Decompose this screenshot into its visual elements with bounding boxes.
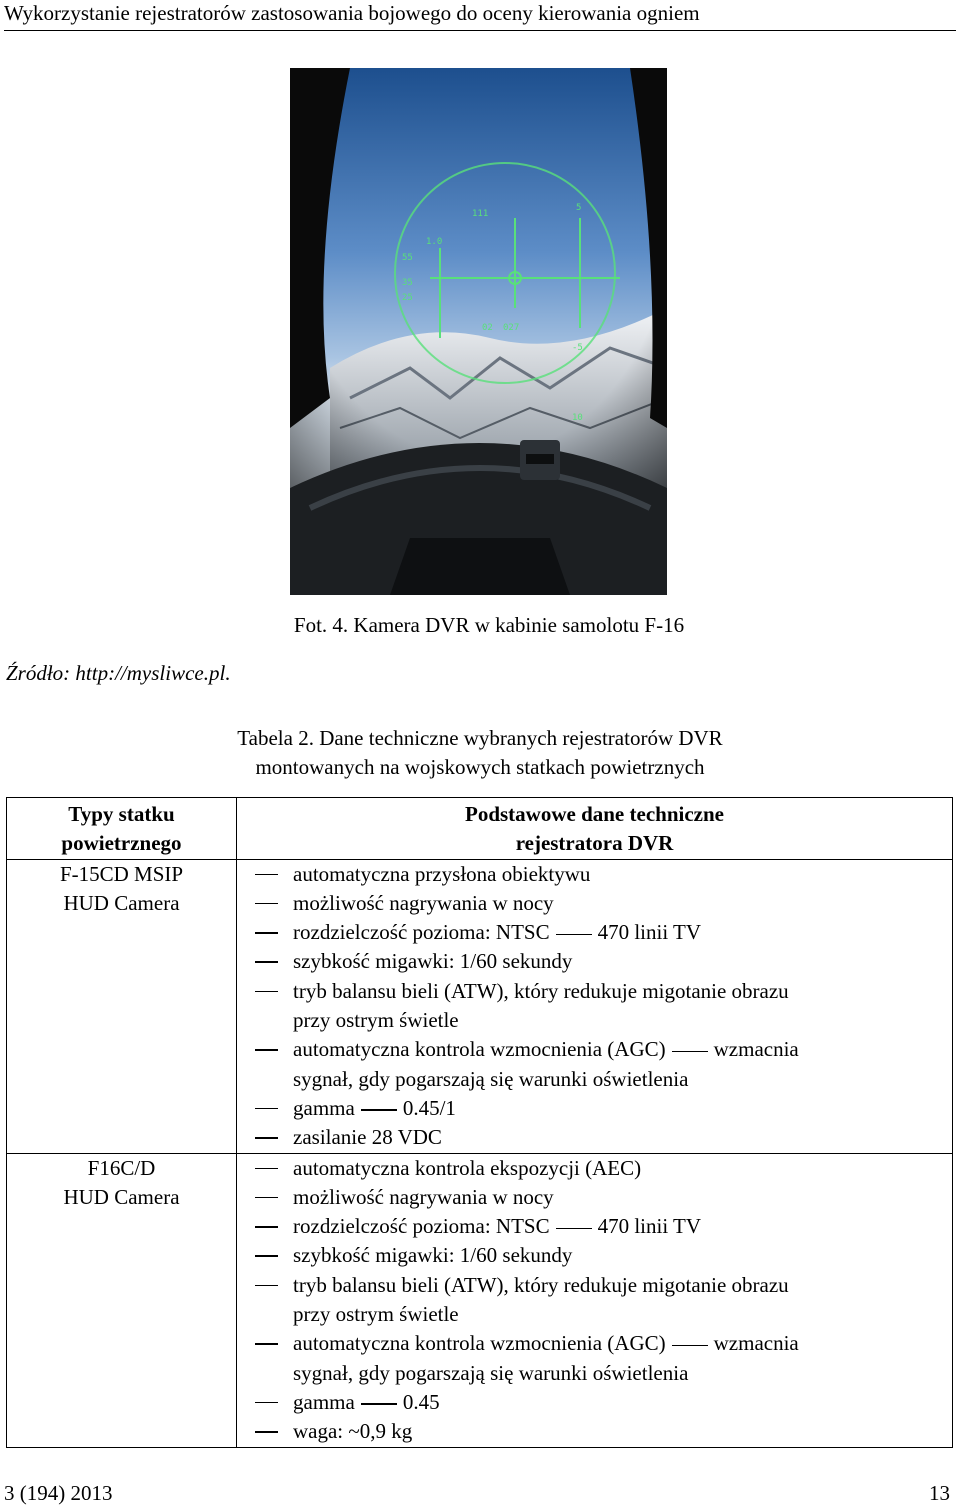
aircraft-type: F-15CD MSIP: [59, 861, 184, 886]
spec-text: gamma: [293, 1389, 355, 1414]
dash: [361, 1403, 397, 1405]
spec-item: [287, 1212, 952, 1241]
camera-type: HUD Camera: [63, 1184, 180, 1209]
spec-text: 0.45/1: [402, 1095, 456, 1120]
spec-item: szybkość migawki: 1/60 sekundy: [287, 947, 952, 976]
spec-item: [287, 1329, 952, 1388]
specs-cell: [237, 1153, 953, 1447]
camera-type: HUD Camera: [63, 890, 180, 915]
spec-item: możliwość nagrywania w nocy: [287, 1183, 952, 1212]
spec-text: tryb balansu bieli (ATW), który redukuje migotanie obrazu: [293, 978, 789, 1003]
spec-text: 470 linii TV: [597, 920, 702, 945]
col-header-aircraft-type: [7, 798, 237, 860]
dash: [672, 1051, 708, 1053]
photo-illustration: [290, 68, 667, 595]
spec-item: [287, 918, 952, 947]
spec-text: automatyczna kontrola wzmocnienia (AGC): [293, 1037, 666, 1062]
col-header-specs: [237, 798, 953, 860]
header-line: Typy statku: [68, 802, 175, 826]
spec-text: 0.45: [402, 1389, 440, 1414]
spec-item: waga: ~0,9 kg: [287, 1417, 952, 1446]
dash: [361, 1109, 397, 1111]
spec-item: [287, 1035, 952, 1094]
spec-item: automatyczna przysłona obiektywu: [287, 860, 952, 889]
spec-text: gamma: [293, 1095, 355, 1120]
specs-cell: [237, 859, 953, 1153]
table-row: [7, 859, 953, 1153]
spec-text: automatyczna kontrola wzmocnienia (AGC): [293, 1331, 666, 1356]
spec-text: 470 linii TV: [597, 1214, 702, 1239]
spec-item: szybkość migawki: 1/60 sekundy: [287, 1241, 952, 1270]
footer-page-number: 13: [929, 1481, 950, 1505]
table-title: [0, 724, 960, 782]
spec-item: automatyczna kontrola ekspozycji (AEC): [287, 1154, 952, 1183]
table-title-line1: Tabela 2. Dane techniczne wybranych rejestratorów DVR: [237, 726, 723, 750]
spec-text: przy ostrym świetle: [293, 1008, 459, 1033]
figure-source: Źródło: http://mysliwce.pl.: [6, 661, 231, 685]
spec-text: sygnał, gdy pogarszają się warunki oświetlenia: [293, 1360, 689, 1385]
spec-text: wzmacnia: [713, 1331, 799, 1356]
cockpit-hud-photo: [290, 68, 667, 595]
spec-text: rozdzielczość pozioma: NTSC: [293, 1214, 550, 1239]
dash: [556, 1228, 592, 1230]
spec-item: [287, 1094, 952, 1123]
table-title-line2: montowanych na wojskowych statkach powietrznych: [255, 755, 705, 779]
spec-item: [287, 977, 952, 1036]
spec-text: sygnał, gdy pogarszają się warunki oświetlenia: [293, 1066, 689, 1091]
spec-text: wzmacnia: [713, 1037, 799, 1062]
header-line: Podstawowe dane techniczne: [465, 802, 724, 826]
spec-item: [287, 1271, 952, 1330]
dash: [672, 1345, 708, 1347]
table-header-row: [7, 798, 953, 860]
table-row: [7, 1153, 953, 1447]
aircraft-type: F16C/D: [87, 1155, 156, 1180]
spec-item: zasilanie 28 VDC: [287, 1123, 952, 1152]
spec-item: [287, 1388, 952, 1417]
running-header: Wykorzystanie rejestratorów zastosowania bojowego do oceny kierowania ogniem: [4, 0, 956, 31]
spec-text: tryb balansu bieli (ATW), który redukuje migotanie obrazu: [293, 1272, 789, 1297]
figure-caption: Fot. 4. Kamera DVR w kabinie samolotu F-16: [293, 613, 685, 637]
spec-item: możliwość nagrywania w nocy: [287, 889, 952, 918]
header-line: rejestratora DVR: [515, 831, 674, 856]
dash: [556, 934, 592, 936]
aircraft-type-cell: [7, 1153, 237, 1447]
header-line: powietrznego: [61, 831, 182, 856]
spec-text: rozdzielczość pozioma: NTSC: [293, 920, 550, 945]
aircraft-type-cell: [7, 859, 237, 1153]
footer-issue: 3 (194) 2013: [4, 1481, 113, 1505]
dvr-specs-table: [6, 797, 953, 1448]
spec-text: przy ostrym świetle: [293, 1302, 459, 1327]
